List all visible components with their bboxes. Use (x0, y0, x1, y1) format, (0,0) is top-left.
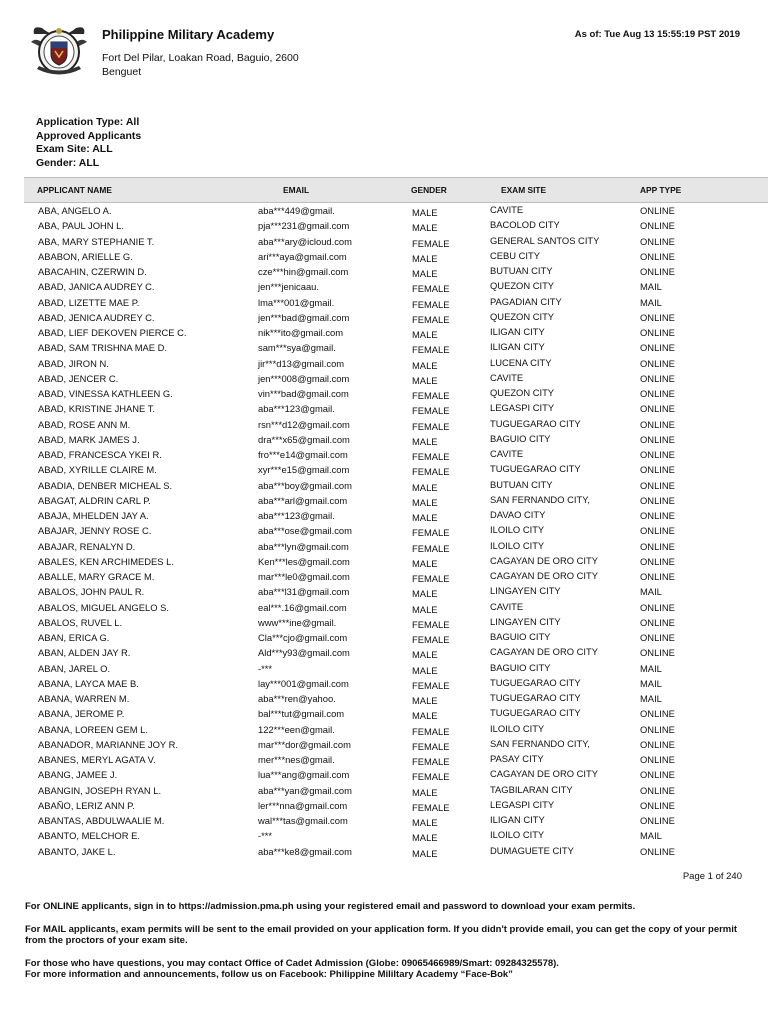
applicant-name-cell: ABANA, LOREEN GEM L. (38, 723, 148, 735)
app-type-cell: ONLINE (640, 647, 675, 659)
gender-cell: FEMALE (412, 313, 450, 325)
table-row (0, 297, 768, 312)
exam-site-cell: QUEZON CITY (490, 280, 555, 292)
table-row (0, 419, 768, 434)
exam-site-cell: SAN FERNANDO CITY, (490, 493, 590, 505)
app-type-cell: ONLINE (640, 418, 675, 430)
column-header-applicant-name: APPLICANT NAME (37, 185, 112, 195)
email-cell: ari***aya@gmail.com (258, 250, 347, 262)
academy-seal-logo (30, 22, 88, 78)
table-row (0, 571, 768, 586)
app-type-cell: MAIL (640, 296, 662, 308)
table-row (0, 327, 768, 342)
exam-site-cell: GENERAL SANTOS CITY (490, 234, 600, 246)
applicant-name-cell: ABABON, ARIELLE G. (38, 250, 133, 262)
applicant-table-body (0, 205, 768, 861)
table-row (0, 724, 768, 739)
table-row (0, 678, 768, 693)
app-type-cell: MAIL (640, 830, 662, 842)
applicant-name-cell: ABANES, MERYL AGATA V. (38, 754, 156, 765)
app-type-cell: ONLINE (640, 525, 675, 537)
app-type-cell: ONLINE (640, 479, 675, 491)
exam-site-cell: TAGBILARAN CITY (490, 783, 573, 795)
app-type-cell: MAIL (640, 586, 662, 598)
table-row (0, 281, 768, 296)
applicant-name-cell: ABAD, JIRON N. (38, 357, 109, 369)
exam-site-cell: ILIGAN CITY (490, 814, 545, 825)
email-cell: aba***449@gmail. (258, 205, 335, 216)
table-row (0, 708, 768, 723)
email-cell: aba***123@gmail. (258, 403, 335, 415)
applicant-name-cell: ABAD, JANICA AUDREY C. (38, 281, 155, 293)
gender-cell: MALE (412, 786, 438, 798)
table-row (0, 388, 768, 403)
applicant-name-cell: ABAD, XYRILLE CLAIRE M. (38, 464, 157, 476)
email-cell: aba***ren@yahoo. (258, 693, 336, 704)
applicant-name-cell: ABAD, SAM TRISHNA MAE D. (38, 342, 168, 354)
gender-cell: FEMALE (412, 390, 450, 401)
email-cell: rsn***d12@gmail.com (258, 418, 350, 430)
table-row (0, 769, 768, 784)
table-header (24, 177, 768, 203)
page-number: Page 1 of 240 (682, 871, 742, 882)
gender-cell: FEMALE (412, 756, 450, 767)
app-type-cell: MAIL (640, 662, 662, 674)
gender-cell: FEMALE (412, 542, 450, 554)
exam-site-cell: CAGAYAN DE ORO CITY (490, 554, 598, 566)
gender-cell: MALE (412, 268, 438, 279)
gender-cell: FEMALE (412, 451, 450, 462)
table-row (0, 800, 768, 815)
exam-site-cell: BUTUAN CITY (490, 478, 553, 490)
app-type-cell: ONLINE (640, 708, 675, 720)
email-cell: aba***ke8@gmail.com (258, 845, 352, 857)
gender-cell: MALE (412, 435, 438, 447)
gender-cell: FEMALE (412, 283, 450, 295)
app-type-cell: ONLINE (640, 266, 675, 277)
applicant-name-cell: ABALOS, MIGUEL ANGELO S. (38, 601, 169, 613)
email-cell: jen***008@gmail.com (258, 372, 350, 384)
applicant-name-cell: ABAD, LIEF DEKOVEN PIERCE C. (38, 327, 187, 338)
gender-cell: MALE (412, 695, 438, 706)
address-line-2: Benguet (102, 66, 142, 78)
table-row (0, 525, 768, 540)
email-cell: 122***een@gmail. (258, 723, 335, 735)
applicant-name-cell: ABAD, MARK JAMES J. (38, 433, 140, 445)
table-row (0, 510, 768, 525)
exam-site-cell: BACOLOD CITY (490, 219, 560, 231)
exam-site-cell: ILOILO CITY (490, 539, 545, 551)
gender-cell: MALE (412, 329, 438, 340)
applicant-name-cell: ABALES, KEN ARCHIMEDES L. (38, 555, 174, 567)
app-type-cell: ONLINE (640, 388, 675, 399)
gender-cell: MALE (412, 496, 438, 508)
table-row (0, 785, 768, 800)
email-cell: pja***231@gmail.com (258, 220, 350, 232)
applicant-name-cell: ABAJA, MHELDEN JAY A. (38, 510, 149, 521)
gender-cell: FEMALE (412, 634, 450, 645)
exam-site-cell: CAGAYAN DE ORO CITY (490, 768, 598, 780)
app-type-cell: ONLINE (640, 540, 675, 552)
exam-site-cell: PAGADIAN CITY (490, 295, 562, 307)
email-cell: -*** (258, 830, 273, 842)
email-cell: dra***x65@gmail.com (258, 433, 350, 445)
email-cell: aba***arl@gmail.com (258, 494, 348, 506)
exam-site-cell: DAVAO CITY (490, 509, 546, 520)
table-row (0, 480, 768, 495)
report-timestamp: As of: Tue Aug 13 15:55:19 PST 2019 (574, 29, 740, 40)
email-cell: bal***tut@gmail.com (258, 708, 345, 720)
applicant-name-cell: ABA, MARY STEPHANIE T. (38, 235, 155, 247)
column-header-exam-site: EXAM SITE (501, 185, 547, 195)
gender-cell: FEMALE (412, 466, 450, 478)
table-row (0, 342, 768, 357)
applicant-name-cell: ABAD, JENCER C. (38, 372, 119, 384)
email-cell: aba***ary@icloud.com (258, 235, 352, 247)
app-type-cell: ONLINE (640, 449, 675, 460)
exam-site-cell: ILOILO CITY (490, 524, 545, 536)
gender-cell: FEMALE (412, 771, 450, 783)
app-type-cell: ONLINE (640, 235, 675, 247)
table-row (0, 236, 768, 251)
app-type-cell: ONLINE (640, 357, 675, 369)
applicant-name-cell: ABA, ANGELO A. (38, 205, 112, 216)
applicant-name-cell: ABANA, LAYCA MAE B. (38, 677, 139, 689)
exam-site-cell: QUEZON CITY (490, 387, 555, 398)
exam-site-cell: BUTUAN CITY (490, 265, 553, 276)
table-row (0, 647, 768, 662)
app-type-cell: ONLINE (640, 815, 675, 826)
email-cell: jen***jenicaau. (258, 281, 319, 293)
email-cell: Cla***cjo@gmail.com (258, 632, 348, 643)
email-cell: www***ine@gmail. (258, 616, 337, 628)
exam-site-cell: LINGAYEN CITY (490, 585, 561, 597)
app-type-cell: ONLINE (640, 799, 675, 811)
exam-site-cell: LUCENA CITY (490, 356, 552, 368)
app-type-cell: ONLINE (640, 311, 675, 323)
column-header-gender: GENDER (411, 185, 447, 195)
table-row (0, 220, 768, 235)
app-type-cell: ONLINE (640, 601, 675, 613)
email-cell: Ken***les@gmail.com (258, 555, 350, 567)
applicant-name-cell: ABAD, JENICA AUDREY C. (38, 311, 155, 323)
exam-site-cell: QUEZON CITY (490, 310, 555, 322)
email-cell: fro***e14@gmail.com (258, 449, 348, 460)
gender-cell: MALE (412, 374, 438, 386)
criteria-application-type: Application Type: All (36, 116, 140, 128)
app-type-cell: ONLINE (640, 845, 675, 857)
table-row (0, 739, 768, 754)
table-row (0, 251, 768, 266)
table-row (0, 403, 768, 418)
exam-site-cell: LEGASPI CITY (490, 798, 555, 810)
exam-site-cell: CAVITE (490, 600, 524, 612)
table-row (0, 434, 768, 449)
email-cell: lua***ang@gmail.com (258, 769, 350, 781)
app-type-cell: ONLINE (640, 433, 675, 445)
email-cell: cze***hin@gmail.com (258, 266, 349, 277)
criteria-exam-site: Exam Site: ALL (36, 143, 113, 156)
exam-site-cell: CAVITE (490, 448, 524, 459)
applicant-name-cell: ABAN, JAREL O. (38, 662, 111, 674)
exam-site-cell: CAGAYAN DE ORO CITY (490, 646, 598, 658)
app-type-cell: ONLINE (640, 342, 675, 354)
table-row (0, 693, 768, 708)
applicant-name-cell: ABAD, KRISTINE JHANE T. (38, 403, 156, 415)
app-type-cell: ONLINE (640, 754, 675, 765)
gender-cell: MALE (412, 252, 438, 264)
email-cell: aba***yan@gmail.com (258, 784, 352, 796)
report-criteria (36, 116, 141, 170)
email-cell: jir***d13@gmail.com (258, 357, 345, 369)
applicant-name-cell: ABAJAR, JENNY ROSE C. (38, 525, 152, 537)
email-cell: aba***l31@gmail.com (258, 586, 350, 598)
app-type-cell: ONLINE (640, 403, 675, 415)
email-cell: jen***bad@gmail.com (258, 311, 350, 323)
table-row (0, 495, 768, 510)
gender-cell: MALE (412, 207, 438, 218)
column-header-email: EMAIL (283, 185, 310, 195)
table-row (0, 586, 768, 601)
exam-site-cell: TUGUEGARAO CITY (490, 417, 581, 429)
table-row (0, 830, 768, 845)
table-row (0, 358, 768, 373)
table-row (0, 541, 768, 556)
applicant-name-cell: ABANTAS, ABDULWAALIE M. (38, 815, 165, 826)
table-row (0, 556, 768, 571)
exam-site-cell: SAN FERNANDO CITY, (490, 737, 590, 749)
table-row (0, 663, 768, 678)
app-type-cell: ONLINE (640, 571, 675, 582)
applicant-name-cell: ABAD, VINESSA KATHLEEN G. (38, 388, 173, 399)
email-cell: mar***le0@gmail.com (258, 571, 350, 582)
email-cell: vin***bad@gmail.com (258, 388, 349, 399)
exam-site-cell: LINGAYEN CITY (490, 615, 561, 627)
exam-site-cell: TUGUEGARAO CITY (490, 692, 581, 703)
gender-cell: MALE (412, 832, 438, 844)
table-row (0, 449, 768, 464)
exam-site-cell: TUGUEGARAO CITY (490, 676, 581, 688)
applicant-name-cell: ABANA, WARREN M. (38, 693, 130, 704)
exam-site-cell: TUGUEGARAO CITY (490, 463, 581, 475)
app-type-cell: ONLINE (640, 205, 675, 216)
app-type-cell: ONLINE (640, 494, 675, 506)
email-cell: nik***ito@gmail.com (258, 327, 344, 338)
email-cell: eal***.16@gmail.com (258, 601, 347, 613)
exam-site-cell: ILOILO CITY (490, 829, 545, 841)
exam-site-cell: BAGUIO CITY (490, 432, 551, 444)
app-type-cell: MAIL (640, 693, 662, 704)
app-type-cell: ONLINE (640, 327, 675, 338)
gender-cell: MALE (412, 222, 438, 234)
applicant-name-cell: ABADIA, DENBER MICHEAL S. (38, 479, 173, 491)
app-type-cell: MAIL (640, 677, 662, 689)
exam-site-cell: BAGUIO CITY (490, 661, 551, 673)
table-row (0, 754, 768, 769)
gender-cell: FEMALE (412, 420, 450, 432)
table-row (0, 602, 768, 617)
exam-site-cell: ILIGAN CITY (490, 341, 545, 353)
exam-site-cell: TUGUEGARAO CITY (490, 707, 581, 719)
exam-site-cell: LEGASPI CITY (490, 402, 555, 414)
organization-name: Philippine Military Academy (102, 27, 275, 42)
table-row (0, 205, 768, 220)
exam-site-cell: PASAY CITY (490, 753, 544, 764)
column-header-app-type: APP TYPE (640, 185, 682, 195)
exam-site-cell: BAGUIO CITY (490, 631, 551, 642)
gender-cell: FEMALE (412, 573, 450, 584)
email-cell: Ald***y93@gmail.com (258, 647, 350, 659)
app-type-cell: MAIL (640, 281, 662, 293)
applicant-name-cell: ABAN, ERICA G. (38, 632, 110, 643)
gender-cell: MALE (412, 847, 438, 859)
email-cell: lma***001@gmail. (258, 296, 335, 308)
applicant-name-cell: ABANA, JEROME P. (38, 708, 125, 720)
criteria-gender: Gender: ALL (36, 156, 100, 169)
email-cell: aba***ose@gmail.com (258, 525, 352, 537)
gender-cell: MALE (412, 512, 438, 523)
email-cell: aba***lyn@gmail.com (258, 540, 349, 552)
exam-site-cell: CAVITE (490, 371, 524, 383)
applicant-name-cell: ABAJAR, RENALYN D. (38, 540, 136, 552)
email-cell: lay***001@gmail.com (258, 677, 349, 689)
exam-site-cell: CAVITE (490, 204, 524, 215)
gender-cell: FEMALE (412, 405, 450, 417)
exam-site-cell: DUMAGUETE CITY (490, 844, 574, 856)
exam-site-cell: ILOILO CITY (490, 722, 545, 734)
app-type-cell: ONLINE (640, 555, 675, 567)
gender-cell: MALE (412, 588, 438, 600)
gender-cell: MALE (412, 557, 438, 569)
applicant-name-cell: ABANG, JAMEE J. (38, 769, 118, 781)
email-cell: mar***dor@gmail.com (258, 738, 351, 750)
gender-cell: FEMALE (412, 725, 450, 737)
table-row (0, 632, 768, 647)
gender-cell: FEMALE (412, 801, 450, 813)
app-type-cell: ONLINE (640, 220, 675, 232)
email-cell: mer***nes@gmail. (258, 754, 335, 765)
organization-address (102, 51, 362, 79)
footer-notes (25, 901, 743, 981)
app-type-cell: ONLINE (640, 616, 675, 628)
applicant-name-cell: ABALLE, MARY GRACE M. (38, 571, 155, 582)
app-type-cell: ONLINE (640, 464, 675, 476)
gender-cell: MALE (412, 603, 438, 615)
applicant-name-cell: ABA, PAUL JOHN L. (38, 220, 124, 232)
email-cell: xyr***e15@gmail.com (258, 464, 350, 476)
table-row (0, 266, 768, 281)
gender-cell: MALE (412, 649, 438, 661)
app-type-cell: ONLINE (640, 723, 675, 735)
app-type-cell: ONLINE (640, 738, 675, 750)
address-line-1: Fort Del Pilar, Loakan Road, Baguio, 2600 (102, 52, 299, 64)
app-type-cell: ONLINE (640, 250, 675, 262)
gender-cell: FEMALE (412, 618, 450, 630)
gender-cell: FEMALE (412, 527, 450, 539)
app-type-cell: ONLINE (640, 632, 675, 643)
applicant-name-cell: ABAN, ALDEN JAY R. (38, 647, 131, 659)
gender-cell: FEMALE (412, 237, 450, 249)
gender-cell: MALE (412, 481, 438, 493)
email-cell: ler***nna@gmail.com (258, 799, 348, 811)
applicant-name-cell: ABAD, FRANCESCA YKEI R. (38, 449, 162, 460)
note-contact: For those who have questions, you may contact Office of Cadet Admission (Globe: 09065466989/Smart: 09284325578). (25, 957, 559, 969)
applicant-name-cell: ABACAHIN, CZERWIN D. (38, 266, 147, 277)
app-type-cell: ONLINE (640, 372, 675, 384)
app-type-cell: ONLINE (640, 510, 675, 521)
exam-site-cell: CEBU CITY (490, 249, 541, 261)
applicant-name-cell: ABAD, ROSE ANN M. (38, 418, 131, 430)
table-row (0, 617, 768, 632)
gender-cell: MALE (412, 710, 438, 722)
criteria-status: Approved Applicants (36, 129, 142, 142)
app-type-cell: ONLINE (640, 784, 675, 796)
applicant-name-cell: ABALOS, JOHN PAUL R. (38, 586, 145, 598)
email-cell: wal***tas@gmail.com (258, 815, 348, 826)
email-cell: aba***boy@gmail.com (258, 479, 352, 491)
gender-cell: FEMALE (412, 298, 450, 310)
gender-cell: FEMALE (412, 344, 450, 356)
applicant-name-cell: ABANTO, JAKE L. (38, 845, 116, 857)
exam-site-cell: CAGAYAN DE ORO CITY (490, 570, 598, 581)
applicant-name-cell: ABAD, LIZETTE MAE P. (38, 296, 140, 308)
gender-cell: MALE (412, 817, 438, 828)
applicant-name-cell: ABAGAT, ALDRIN CARL P. (38, 494, 151, 506)
app-type-cell: ONLINE (640, 769, 675, 781)
gender-cell: MALE (412, 359, 438, 371)
table-row (0, 846, 768, 861)
exam-site-cell: ILIGAN CITY (490, 326, 545, 337)
table-row (0, 464, 768, 479)
note-facebook: For more information and announcements, follow us on Facebook: Philippine Mililtary Academy “Face-Bok” (25, 969, 513, 980)
applicant-name-cell: ABANGIN, JOSEPH RYAN L. (38, 784, 162, 796)
applicant-name-cell: ABAÑO, LERIZ ANN P. (38, 799, 135, 811)
note-mail-applicants: For MAIL applicants, exam permits will be sent to the email provided on your application form. If you didn't provide email, you can get the copy of your permit from the proctors of your exam site. (25, 923, 738, 946)
table-row (0, 312, 768, 327)
gender-cell: FEMALE (412, 679, 450, 691)
applicant-name-cell: ABANADOR, MARIANNE JOY R. (38, 738, 178, 750)
table-row (0, 373, 768, 388)
gender-cell: MALE (412, 664, 438, 676)
applicant-name-cell: ABANTO, MELCHOR E. (38, 830, 140, 842)
table-row (0, 815, 768, 830)
note-online-applicants: For ONLINE applicants, sign in to https://admission.pma.ph using your registered email and password to download your exam permits. (25, 901, 636, 912)
email-cell: -*** (258, 662, 273, 674)
email-cell: sam***sya@gmail. (258, 342, 336, 354)
email-cell: aba***123@gmail. (258, 510, 335, 521)
applicant-name-cell: ABALOS, RUVEL L. (38, 616, 123, 628)
gender-cell: FEMALE (412, 740, 450, 752)
